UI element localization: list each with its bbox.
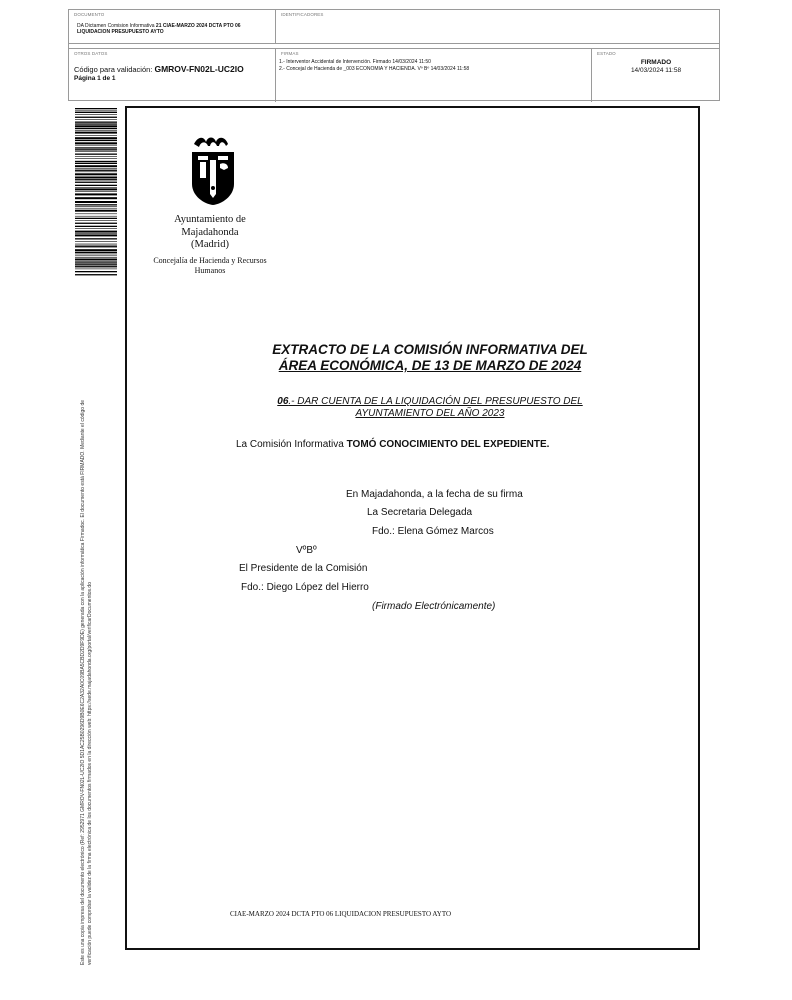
ayuntamiento-name: [130, 214, 290, 252]
title-line1: EXTRACTO DE LA COMISIÓN INFORMATIVA DEL: [272, 342, 588, 357]
concejalia-line2: Humanos: [194, 266, 226, 275]
resolution-text: [236, 439, 549, 450]
documento-cell: [69, 10, 275, 43]
pagina-label: Página 1 de 1: [74, 75, 116, 82]
majadahonda-crest-logo: [190, 134, 236, 206]
ayto-line1: Ayuntamiento de: [174, 214, 246, 225]
estado-label: ESTADO: [597, 51, 616, 56]
agenda-item: [230, 396, 630, 420]
secretaria-name: Fdo.: Elena Gómez Marcos: [372, 526, 494, 537]
ayto-line2: Majadahonda: [181, 226, 239, 238]
documento-value-prefix: DA Dictamen Comision Informativa: [77, 23, 156, 29]
item-text-line1: .- DAR CUENTA DE LA LIQUIDACIÓN DEL PRESUPUESTO DEL: [288, 396, 583, 407]
firmas-cell: [275, 49, 591, 102]
firma-1: 1.- Interventor Accidental de Intervención. Firmado 14/03/2024 11:50: [279, 59, 431, 65]
resolution-prefix: La Comisión Informativa: [236, 439, 347, 450]
footer-reference: CIAE-MARZO 2024 DCTA PTO 06 LIQUIDACION PRESUPUESTO AYTO: [230, 910, 452, 918]
otros-datos-cell: [69, 49, 275, 102]
otros-datos-label: OTROS DATOS: [74, 51, 108, 56]
estado-cell: [591, 49, 719, 102]
header-row-signatures: [69, 48, 719, 102]
presidente-name: Fdo.: Diego López del Hierro: [241, 582, 369, 593]
documento-value-bold: 21 CIAE-MARZO 2024 DCTA PTO 06: [155, 23, 241, 29]
documento-value-line2: LIQUIDACION PRESUPUESTO AYTO: [77, 29, 164, 35]
concejalia-line1: Concejalía de Hacienda y Recursos: [153, 256, 267, 265]
estado-fecha: 14/03/2024 11:58: [630, 67, 682, 74]
place-date: En Majadahonda, a la fecha de su firma: [346, 489, 523, 500]
verification-side-text: [80, 325, 94, 965]
side-text-line2: verificación puede comprobar la validez de la firma electrónica de los documentos firmados en la dirección web: https://sede.majadahonda.org/portal/verificarDocumentos.do: [87, 582, 93, 965]
barcode-image: [75, 108, 117, 276]
vobo-label: VºBº: [296, 545, 317, 556]
codigo-validacion: [74, 64, 244, 74]
resolution-bold: TOMÓ CONOCIMIENTO DEL EXPEDIENTE.: [346, 439, 550, 450]
presidente-title: El Presidente de la Comisión: [239, 563, 368, 574]
codigo-prefix: Código para validación:: [74, 65, 155, 74]
secretaria-title: La Secretaria Delegada: [367, 507, 473, 518]
concejalia-name: [130, 256, 290, 276]
codigo-value: GMROV-FN02L-UC2IO: [154, 64, 244, 74]
ayto-line3: (Madrid): [191, 239, 229, 250]
item-text-line2: AYUNTAMIENTO DEL AÑO 2023: [355, 408, 505, 419]
signature-header: [68, 9, 720, 101]
identificadores-cell: [275, 10, 719, 43]
firma-2: 2.- Concejal de Hacienda de _003 ECONOMIA Y HACIENDA. Vº Bº 14/03/2024 11:58: [279, 66, 470, 72]
title-line2: ÁREA ECONÓMICA, DE 13 DE MARZO DE 2024: [278, 358, 582, 373]
item-number: 06: [277, 396, 289, 407]
documento-value: [77, 23, 271, 35]
firmado-electronicamente: (Firmado Electrónicamente): [372, 601, 496, 612]
firmas-label: FIRMAS: [281, 51, 299, 56]
documento-label: DOCUMENTO: [74, 12, 105, 17]
header-row-document: [69, 10, 719, 44]
side-text-line1: Este es una copia impresa del documento electrónico (Ref: 2952971 GMROV-FN02L-UC2IO 5D1AC25B0296D9B0E6C2A32A0C09BA5CBD2D9F9DE) generada con la aplicación informática Firmadoc. El documento está FIRMADO. Mediante el código de: [80, 399, 86, 965]
estado-value: FIRMADO: [640, 59, 672, 66]
document-title: [230, 342, 630, 374]
identificadores-label: IDENTIFICADORES: [281, 12, 324, 17]
